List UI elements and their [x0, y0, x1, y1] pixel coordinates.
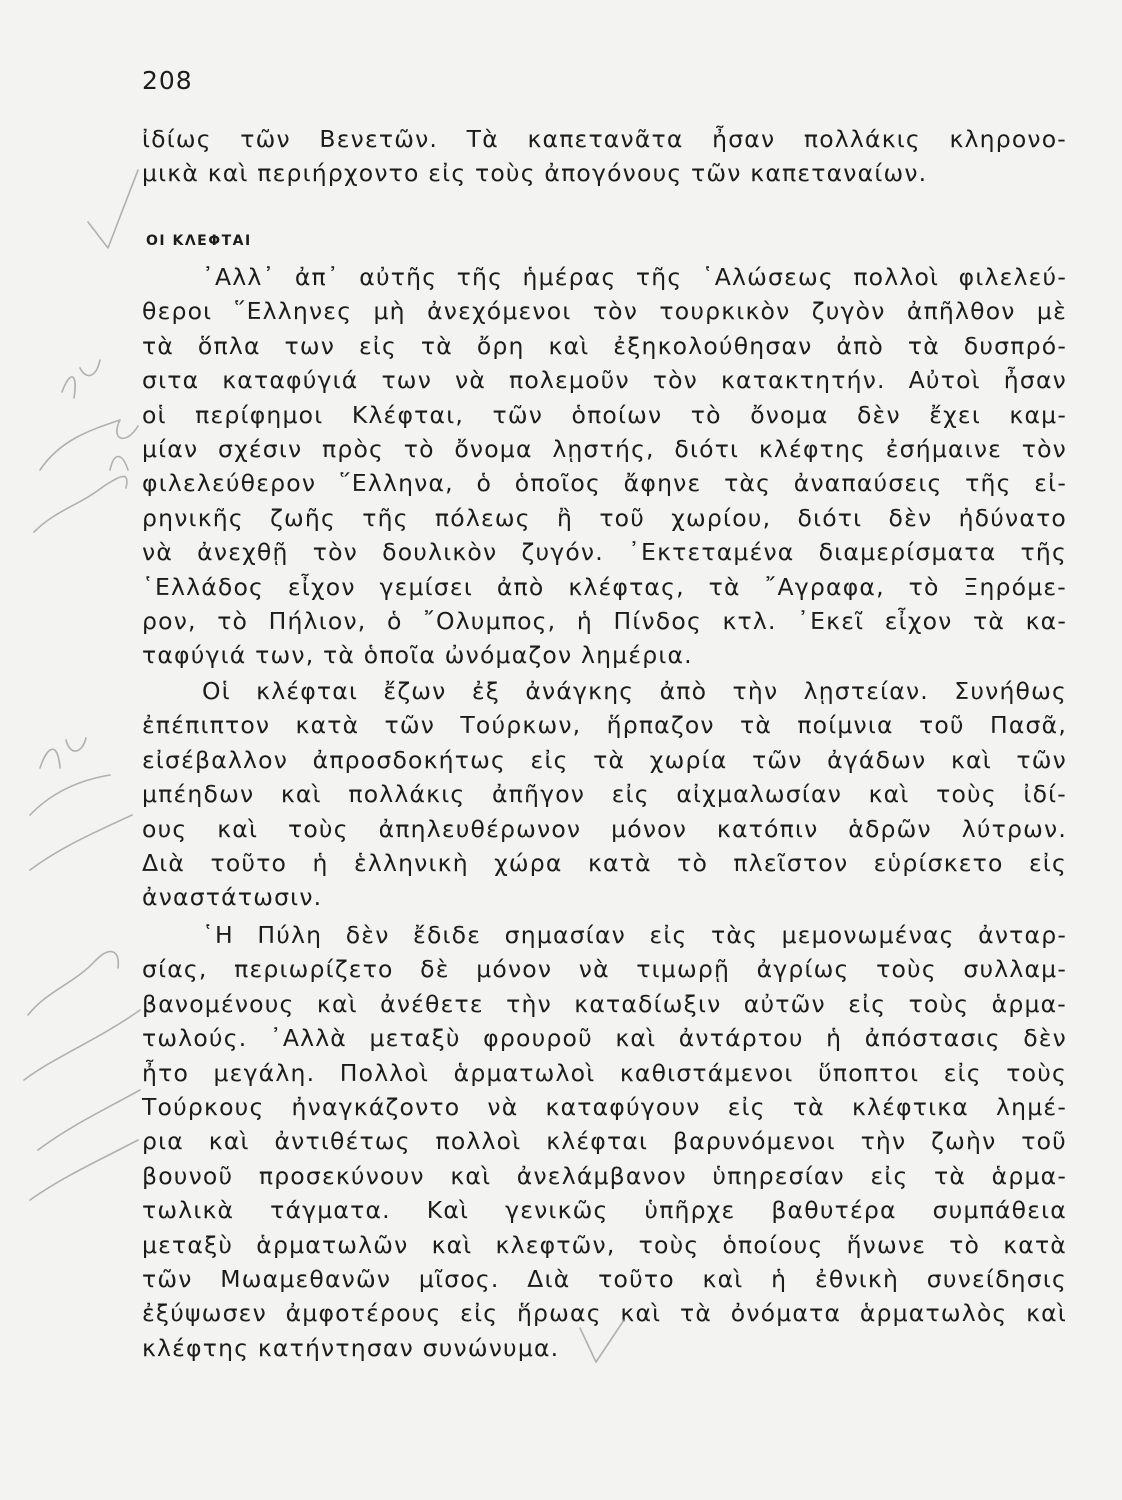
text-line: ρηνικῆς ζωῆς τῆς πόλεως ἢ τοῦ χωρίου, διότι δὲν ἠδύνατο	[142, 503, 1067, 532]
text-line: μίαν σχέσιν πρὸς τὸ ὄνομα λῃστής, διότι κλέφτης ἐσήμαινε τὸν	[142, 434, 1067, 463]
text-line: ἐπέπιπτον κατὰ τῶν Τούρκων, ἥρπαζον τὰ ποίμνια τοῦ Πασᾶ,	[142, 711, 1067, 740]
text-line: βανομένους καὶ ἀνέθετε τὴν καταδίωξιν αὐτῶν εἰς τοὺς ἁρμα-	[142, 989, 1067, 1018]
text-line: Διὰ τοῦτο ἡ ἑλληνικὴ χώρα κατὰ τὸ πλεῖστον εὑρίσκετο εἰς	[142, 848, 1067, 877]
text-line: τὰ ὅπλα των εἰς τὰ ὄρη καὶ ἐξηκολούθησαν ἀπὸ τὰ δυσπρό-	[142, 331, 1067, 360]
text-line: εἰσέβαλλον ἀπροσδοκήτως εἰς τὰ χωρία τῶν ἀγάδων καὶ τῶν	[142, 745, 1067, 774]
text-line: ῾Η Πύλη δὲν ἔδιδε σημασίαν εἰς τὰς μεμονωμένας ἀνταρ-	[202, 921, 1067, 949]
text-line: σίας, περιωρίζετο δὲ μόνον νὰ τιμωρῇ ἀγρίως τοὺς συλλαμ-	[142, 955, 1067, 984]
text-line: κλέφτης κατήντησαν συνώνυμα.	[142, 1333, 560, 1362]
text-line: ταφύγιά των, τὰ ὁποῖα ὠνόμαζον λημέρια.	[142, 641, 693, 670]
text-line: ους καὶ τοὺς ἀπηλευθέρωνον μόνον κατόπιν ἁδρῶν λύτρων.	[142, 814, 1067, 843]
paragraph-3	[142, 918, 1067, 1365]
text-line: ρια καὶ ἀντιθέτως πολλοὶ κλέφται βαρυνόμενοι τὴν ζωὴν τοῦ	[142, 1127, 1067, 1156]
text-line: θεροι ῞Ελληνες μὴ ἀνεχόμενοι τὸν τουρκικὸν ζυγὸν ἀπῆλθον μὲ	[142, 297, 1067, 326]
text-line: ᾿Αλλ᾿ ἀπ᾿ αὐτῆς τῆς ἡμέρας τῆς ῾Αλώσεως πολλοὶ φιλελεύ-	[202, 263, 1067, 291]
text-line: Οἱ κλέφται ἔζων ἐξ ἀνάγκης ἀπὸ τὴν λῃστείαν. Συνήθως	[202, 677, 1067, 705]
text-line: μικὰ καὶ περιήρχοντο εἰς τοὺς ἀπογόνους τῶν καπεταναίων.	[142, 159, 928, 188]
paragraph-2	[142, 674, 1067, 915]
text-line: νὰ ἀνεχθῇ τὸν δουλικὸν ζυγόν. ᾿Εκτεταμένα διαμερίσματα τῆς	[142, 538, 1067, 567]
text-line: τωλούς. ᾿Αλλὰ μεταξὺ φρουροῦ καὶ ἀντάρτου ἡ ἀπόστασις δὲν	[142, 1024, 1067, 1053]
text-line: μεταξὺ ἁρματωλῶν καὶ κλεφτῶν, τοὺς ὁποίους ἥνωνε τὸ κατὰ	[142, 1230, 1067, 1259]
text-line: ἦτο μεγάλη. Πολλοὶ ἁρματωλοὶ καθιστάμενοι ὕποπτοι εἰς τοὺς	[142, 1058, 1067, 1087]
text-line: σιτα καταφύγιά των νὰ πολεμοῦν τὸν κατακτητήν. Αὐτοὶ ἦσαν	[142, 366, 1067, 395]
text-line: ρον, τὸ Πήλιον, ὁ ῎Ολυμπος, ἡ Πίνδος κτλ. ᾿Εκεῖ εἶχον τὰ κα-	[142, 606, 1067, 635]
text-line: τωλικὰ τάγματα. Καὶ γενικῶς ὑπῆρχε βαθυτέρα συμπάθεια	[142, 1196, 1067, 1225]
page-number: 208	[142, 66, 193, 95]
handwritten-note	[30, 738, 132, 870]
handwritten-note	[40, 360, 138, 470]
text-line: ῾Ελλάδος εἶχον γεμίσει ἀπὸ κλέφτας, τὰ ῎Αγραφα, τὸ Ξηρόμε-	[142, 572, 1067, 601]
text-line: οἱ περίφημοι Κλέφται, τῶν ὁποίων τὸ ὄνομα δὲν ἔχει καμ-	[142, 400, 1067, 429]
paragraph-1	[142, 260, 1067, 673]
text-line: ἀναστάτωσιν.	[142, 883, 323, 912]
handwritten-note	[24, 952, 140, 1200]
text-line: μπέηδων καὶ πολλάκις ἀπῆγον εἰς αἰχμαλωσίαν καὶ τοὺς ἰδί-	[142, 780, 1067, 809]
text-line: βουνοῦ προσεκύνουν καὶ ἀνελάμβανον ὑπηρεσίαν εἰς τὰ ἁρμα-	[142, 1161, 1067, 1190]
handwritten-note	[34, 457, 128, 533]
text-line: Τούρκους ἠναγκάζοντο νὰ καταφύγουν εἰς τὰ κλέφτικα λημέ-	[142, 1092, 1067, 1121]
checkmark-icon	[88, 170, 138, 248]
text-line: φιλελεύθερον ῞Ελληνα, ὁ ὁποῖος ἄφηνε τὰς ἀναπαύσεις τῆς εἰ-	[142, 469, 1067, 498]
text-line: ἐξύψωσεν ἀμφοτέρους εἰς ἥρωας καὶ τὰ ὀνόματα ἁρματωλὸς καὶ	[142, 1299, 1067, 1328]
intro-paragraph	[142, 122, 1067, 191]
text-line: τῶν Μωαμεθανῶν μῖσος. Διὰ τοῦτο καὶ ἡ ἐθνικὴ συνείδησις	[142, 1264, 1067, 1293]
text-line: ἰδίως τῶν Βενετῶν. Τὰ καπετανᾶτα ἦσαν πολλάκις κληρονο-	[142, 125, 1067, 153]
section-heading: ΟΙ ΚΛΕΦΤΑΙ	[146, 233, 252, 249]
